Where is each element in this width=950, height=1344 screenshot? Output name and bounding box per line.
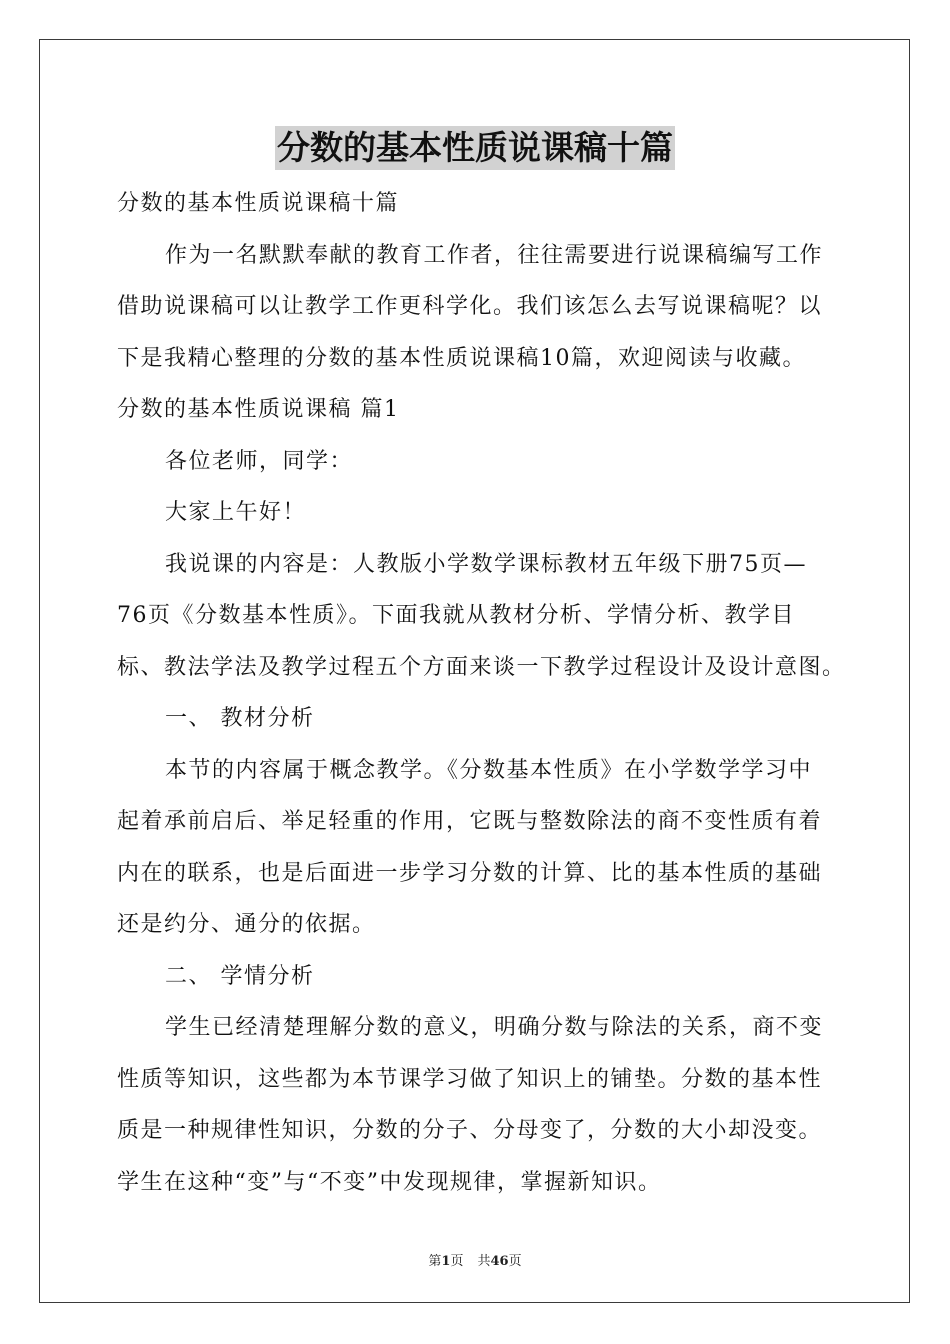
document-body [117,178,847,1208]
section-heading: 分数的基本性质说课稿 篇1 [117,397,400,422]
subsection-heading: 二、 学情分析 [165,963,315,989]
paragraph-line: 76页《分数基本性质》。下面我就从教材分析、学情分析、教学目 [117,603,795,628]
paragraph-line: 起着承前启后、举足轻重的作用，它既与整数除法的商不变性质有着 [117,809,823,834]
document-title: 分数的基本性质说课稿十篇 [275,126,675,170]
paragraph-line: 学生已经清楚理解分数的意义，明确分数与除法的关系，商不变 [165,1015,824,1040]
paragraph-line: 本节的内容属于概念教学。《分数基本性质》在小学数学学习中 [165,757,813,783]
paragraph-line: 性质等知识，这些都为本节课学习做了知识上的铺垫。分数的基本性 [117,1066,823,1092]
paragraph-line: 我说课的内容是：人教版小学数学课标教材五年级下册75页— [165,551,807,577]
total-prefix: 共 [477,1254,491,1269]
subsection-heading: 一、 教材分析 [165,706,315,731]
current-page-number: 1 [441,1254,451,1269]
paragraph-line: 还是约分、通分的依据。 [117,912,376,937]
page-prefix: 第 [428,1254,442,1269]
paragraph-line: 分数的基本性质说课稿十篇 [117,191,400,216]
paragraph-line: 借助说课稿可以让教学工作更科学化。我们该怎么去写说课稿呢？以 [117,294,823,319]
paragraph-line: 内在的联系，也是后面进一步学习分数的计算、比的基本性质的基础 [117,860,823,886]
paragraph-line: 学生在这种“变”与“不变”中发现规律，掌握新知识。 [117,1169,662,1195]
paragraph-line: 大家上午好！ [165,500,307,525]
page-footer [0,1250,950,1269]
paragraph-line: 作为一名默默奉献的教育工作者，往往需要进行说课稿编写工作 [165,242,824,268]
paragraph-line: 各位老师，同学： [165,448,354,474]
paragraph-line: 下是我精心整理的分数的基本性质说课稿10篇，欢迎阅读与收藏。 [117,345,806,371]
paragraph-line: 标、教法学法及教学过程五个方面来谈一下教学过程设计及设计意图。 [117,654,846,680]
total-page-count: 46 [490,1254,509,1269]
page-suffix: 页 [450,1254,464,1269]
title-container [0,126,950,170]
total-suffix: 页 [508,1254,522,1269]
paragraph-line: 质是一种规律性知识，分数的分子、分母变了，分数的大小却没变。 [117,1118,823,1143]
